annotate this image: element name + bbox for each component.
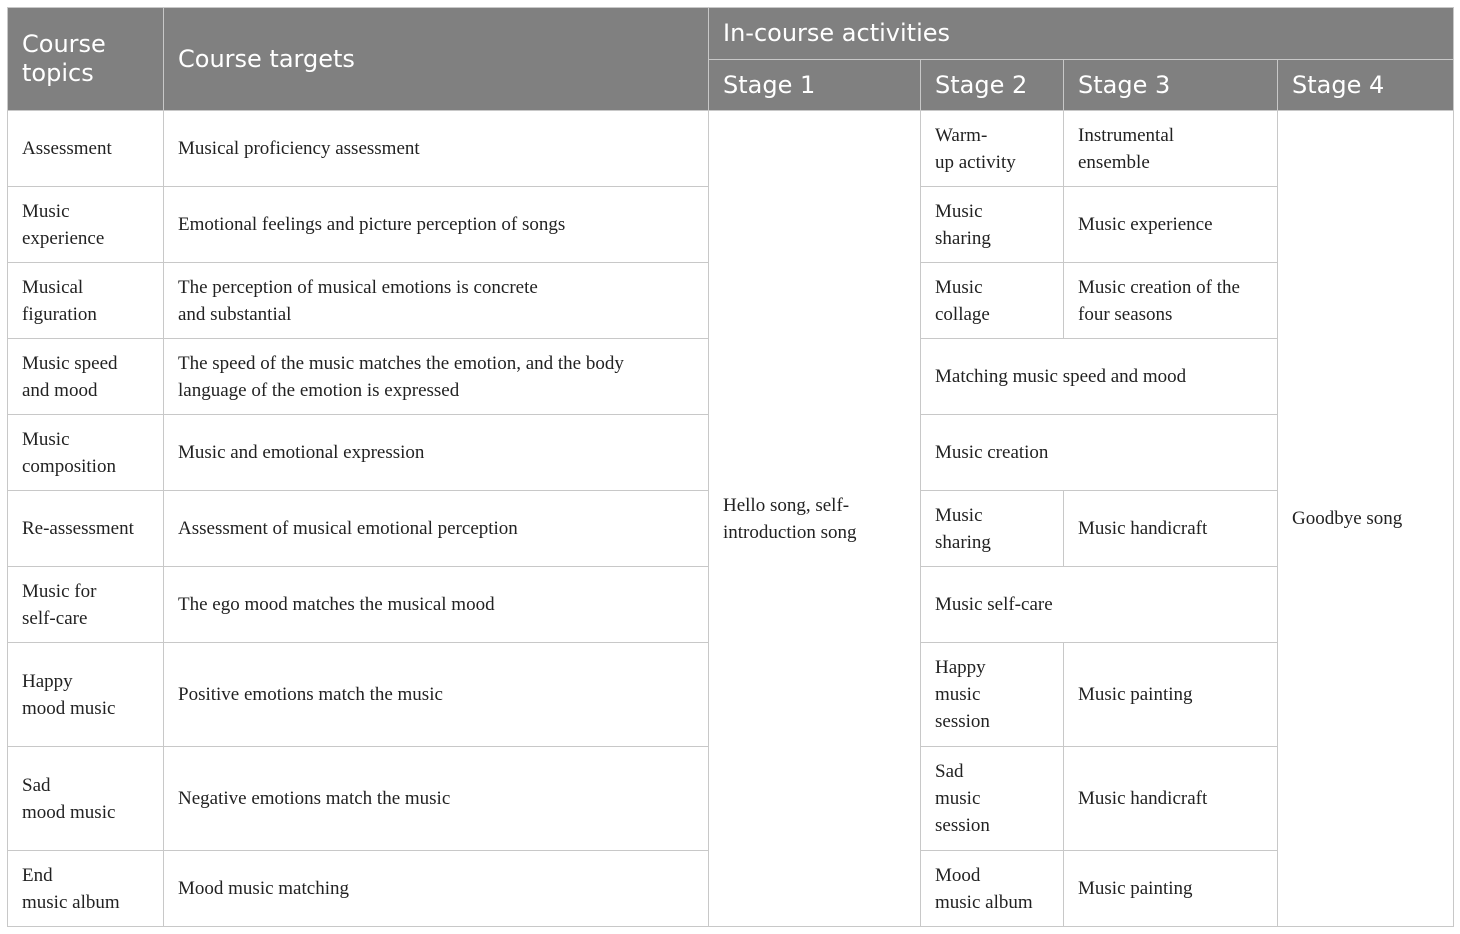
- stage3-cell: Music painting: [1064, 643, 1278, 747]
- target-cell: The speed of the music matches the emotion, and the body language of the emotion is expressed: [164, 339, 709, 415]
- topic-cell: Sad mood music: [8, 747, 164, 851]
- stage2-3-merged-cell: Music self-care: [921, 567, 1278, 643]
- stage3-cell: Music handicraft: [1064, 491, 1278, 567]
- target-cell: Positive emotions match the music: [164, 643, 709, 747]
- target-cell: Mood music matching: [164, 851, 709, 927]
- stage3-cell: Music creation of the four seasons: [1064, 263, 1278, 339]
- header-stage-1: Stage 1: [709, 60, 921, 111]
- target-cell: Musical proficiency assessment: [164, 111, 709, 187]
- header-course-targets: Course targets: [164, 8, 709, 111]
- stage3-cell: Music painting: [1064, 851, 1278, 927]
- stage2-cell: Music collage: [921, 263, 1064, 339]
- stage1-cell: Hello song, self- introduction song: [709, 111, 921, 927]
- topic-cell: Re-assessment: [8, 491, 164, 567]
- stage2-cell: Mood music album: [921, 851, 1064, 927]
- stage2-cell: Sad music session: [921, 747, 1064, 851]
- topic-cell: End music album: [8, 851, 164, 927]
- stage2-cell: Happy music session: [921, 643, 1064, 747]
- target-cell: Emotional feelings and picture perception of songs: [164, 187, 709, 263]
- stage3-cell: Instrumental ensemble: [1064, 111, 1278, 187]
- header-stage-3: Stage 3: [1064, 60, 1278, 111]
- stage3-cell: Music experience: [1064, 187, 1278, 263]
- target-cell: The ego mood matches the musical mood: [164, 567, 709, 643]
- topic-cell: Music composition: [8, 415, 164, 491]
- stage4-cell: Goodbye song: [1278, 111, 1454, 927]
- stage2-cell: Music sharing: [921, 491, 1064, 567]
- target-cell: Music and emotional expression: [164, 415, 709, 491]
- header-in-course-activities: In-course activities: [709, 8, 1454, 60]
- topic-cell: Music experience: [8, 187, 164, 263]
- stage2-cell: Warm- up activity: [921, 111, 1064, 187]
- stage2-3-merged-cell: Matching music speed and mood: [921, 339, 1278, 415]
- target-cell: Assessment of musical emotional perception: [164, 491, 709, 567]
- topic-cell: Music speed and mood: [8, 339, 164, 415]
- table-row: [8, 111, 1454, 187]
- topic-cell: Assessment: [8, 111, 164, 187]
- header-stage-4: Stage 4: [1278, 60, 1454, 111]
- topic-cell: Music for self-care: [8, 567, 164, 643]
- target-cell: The perception of musical emotions is concrete and substantial: [164, 263, 709, 339]
- stage2-cell: Music sharing: [921, 187, 1064, 263]
- course-table: [7, 7, 1454, 927]
- stage2-3-merged-cell: Music creation: [921, 415, 1278, 491]
- topic-cell: Musical figuration: [8, 263, 164, 339]
- stage3-cell: Music handicraft: [1064, 747, 1278, 851]
- header-stage-2: Stage 2: [921, 60, 1064, 111]
- topic-cell: Happy mood music: [8, 643, 164, 747]
- header-course-topics: Course topics: [8, 8, 164, 111]
- target-cell: Negative emotions match the music: [164, 747, 709, 851]
